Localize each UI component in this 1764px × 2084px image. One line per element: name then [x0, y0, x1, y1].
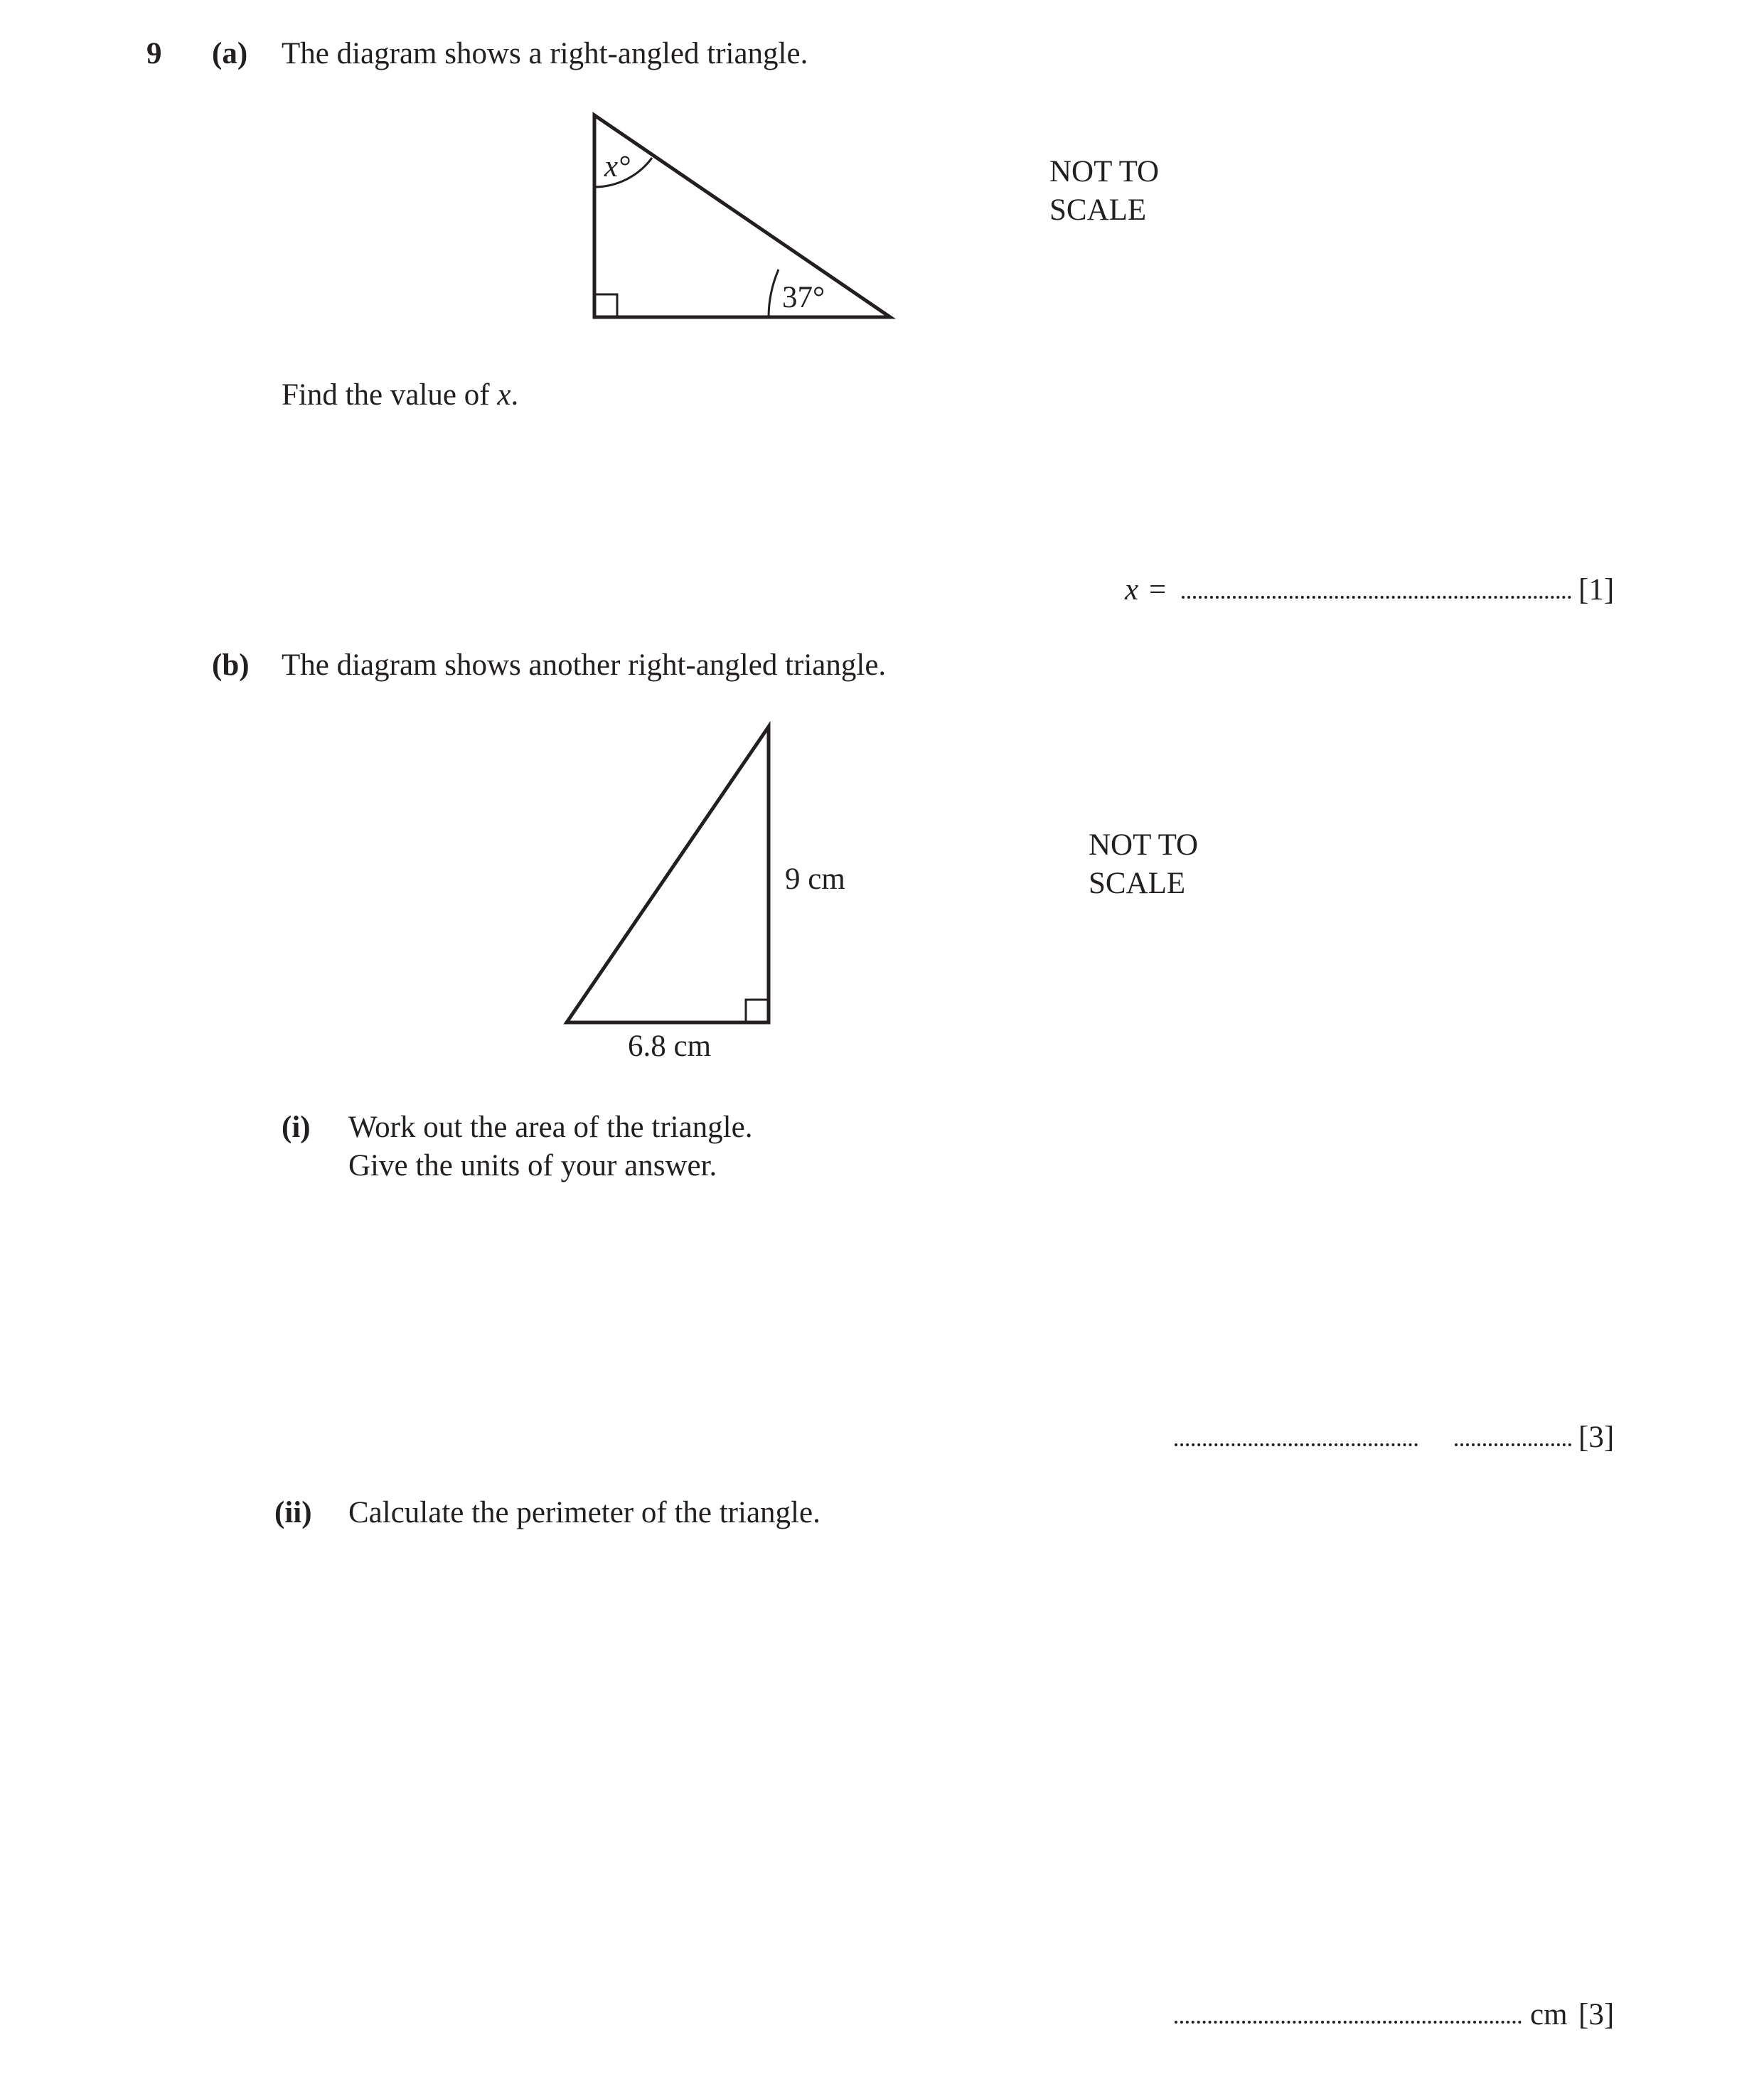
triangle-a-bottom-angle-label: 37° — [782, 281, 825, 314]
answer-i-units-line[interactable] — [1455, 1443, 1571, 1446]
diagram-b-note-line2: SCALE — [1089, 867, 1186, 900]
sub-i-marks: [3] — [1578, 1421, 1615, 1454]
part-a-marks: [1] — [1578, 573, 1615, 607]
triangle-b-base-label: 6.8 cm — [628, 1030, 712, 1063]
part-b-label: (b) — [212, 648, 250, 682]
triangle-b-diagram — [555, 718, 882, 1074]
answer-i-value-line[interactable] — [1175, 1443, 1418, 1446]
sub-i-line2: Give the units of your answer. — [348, 1149, 717, 1182]
answer-ii-line[interactable] — [1175, 2021, 1522, 2024]
sub-ii-label: (ii) — [274, 1496, 312, 1529]
answer-a-variable: x — [1125, 573, 1139, 607]
part-a-label: (a) — [212, 37, 248, 70]
sub-ii-marks: [3] — [1578, 1998, 1615, 2031]
diagram-a-note-line2: SCALE — [1049, 193, 1147, 227]
triangle-b-height-label: 9 cm — [785, 862, 845, 896]
part-a-prompt: Find the value of x. — [282, 378, 519, 412]
part-b-intro: The diagram shows another right-angled triangle. — [282, 648, 887, 682]
question-number: 9 — [146, 37, 162, 70]
sub-i-label: (i) — [282, 1111, 311, 1144]
diagram-b-note-line1: NOT TO — [1089, 828, 1199, 862]
triangle-b-right-angle-marker — [746, 1000, 769, 1022]
part-a-intro: The diagram shows a right-angled triangle. — [282, 37, 808, 70]
triangle-a-bottom-angle-arc — [769, 269, 779, 317]
diagram-a-note-line1: NOT TO — [1049, 155, 1160, 188]
answer-a-line[interactable] — [1182, 596, 1571, 599]
triangle-a-right-angle-marker — [594, 294, 617, 317]
triangle-b-outline — [567, 727, 769, 1022]
triangle-a-outline — [594, 115, 890, 317]
triangle-a-top-angle-label: x° — [604, 150, 631, 183]
answer-ii-unit: cm — [1530, 1998, 1568, 2031]
answer-a-equals: = — [1149, 573, 1167, 607]
sub-ii-line1: Calculate the perimeter of the triangle. — [348, 1496, 820, 1529]
triangle-a-diagram — [583, 107, 910, 334]
sub-i-line1: Work out the area of the triangle. — [348, 1111, 753, 1144]
